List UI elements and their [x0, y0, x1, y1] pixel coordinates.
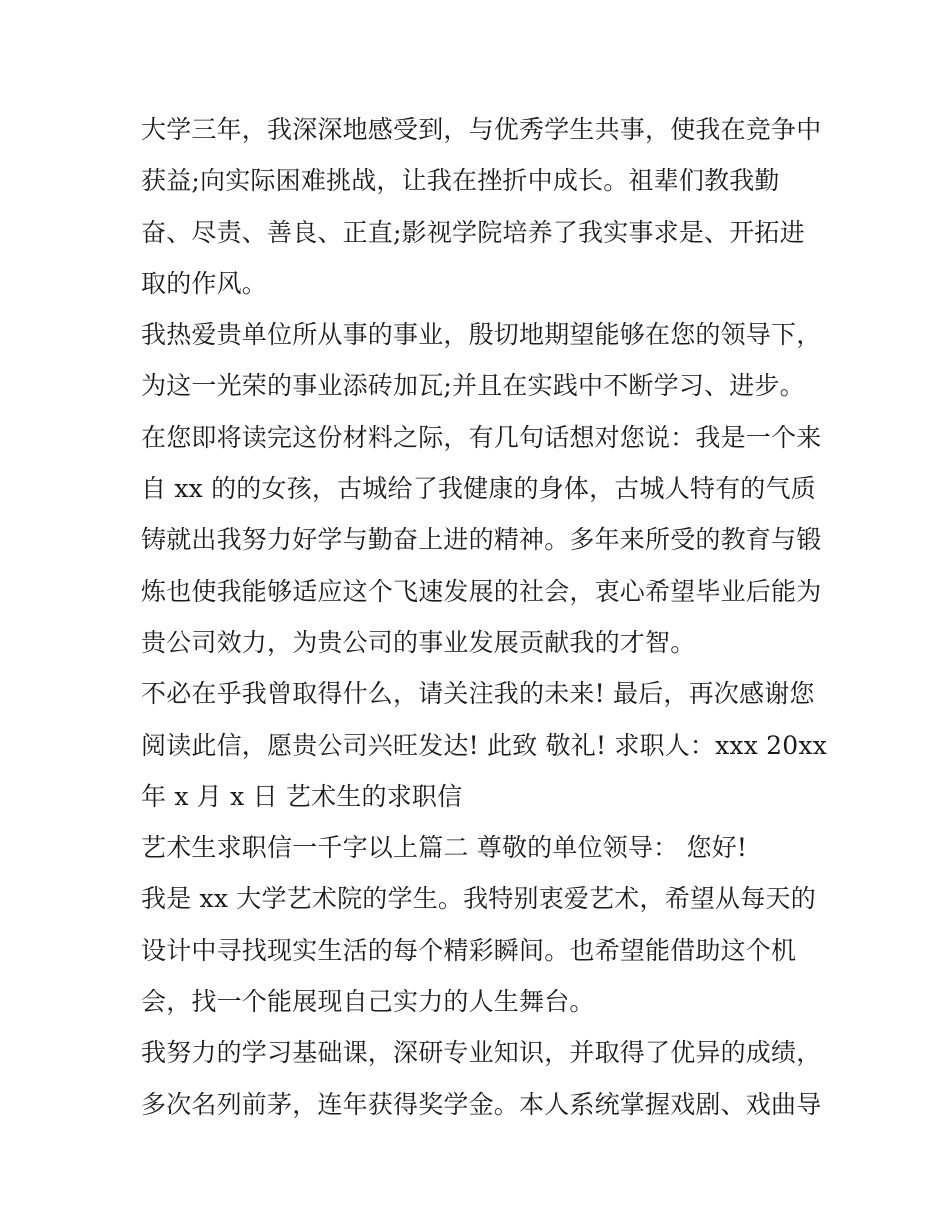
text-line: 获益;向实际困难挑战，让我在挫折中成长。祖辈们教我勤: [141, 166, 780, 196]
text-line: 阅读此信，愿贵公司兴旺发达! 此致 敬礼! 求职人：xxx 20xx: [141, 730, 827, 760]
text-line: 自 xx 的的女孩，古城给了我健康的身体，古城人特有的气质: [141, 474, 816, 504]
text-line: 我热爱贵单位所从事的事业，殷切地期望能够在您的领导下，: [141, 320, 822, 350]
document-body: [141, 104, 827, 1130]
text-line: 我努力的学习基础课，深研专业知识，并取得了优异的成绩，: [141, 1038, 822, 1068]
text-line: 炼也使我能够适应这个飞速发展的社会，衷心希望毕业后能为: [141, 576, 822, 606]
text-line: 铸就出我努力好学与勤奋上进的精神。多年来所受的教育与锻: [141, 525, 822, 555]
text-line: 在您即将读完这份材料之际，有几句话想对您说：我是一个来: [141, 422, 822, 452]
text-line: 会，找一个能展现自己实力的人生舞台。: [141, 987, 595, 1017]
text-line: 多次名列前茅，连年获得奖学金。本人系统掌握戏剧、戏曲导: [141, 1089, 822, 1119]
text-line: 为这一光荣的事业添砖加瓦;并且在实践中不断学习、进步。: [141, 371, 805, 401]
text-line: 年 x 月 x 日 艺术生的求职信: [141, 781, 463, 811]
text-line: 艺术生求职信一千字以上篇二 尊敬的单位领导： 您好!: [141, 833, 748, 863]
text-line: 大学三年，我深深地感受到，与优秀学生共事，使我在竞争中: [141, 115, 822, 144]
text-line: 贵公司效力，为贵公司的事业发展贡献我的才智。: [141, 627, 696, 657]
text-line: 不必在乎我曾取得什么，请关注我的未来! 最后，再次感谢您: [141, 679, 815, 709]
text-line: 设计中寻找现实生活的每个精彩瞬间。也希望能借助这个机: [141, 935, 797, 965]
text-line: 我是 xx 大学艺术院的学生。我特别衷爱艺术，希望从每天的: [141, 884, 816, 914]
text-line: 取的作风。: [141, 268, 268, 298]
text-line: 奋、尽责、善良、正直;影视学院培养了我实事求是、开拓进: [141, 217, 805, 247]
